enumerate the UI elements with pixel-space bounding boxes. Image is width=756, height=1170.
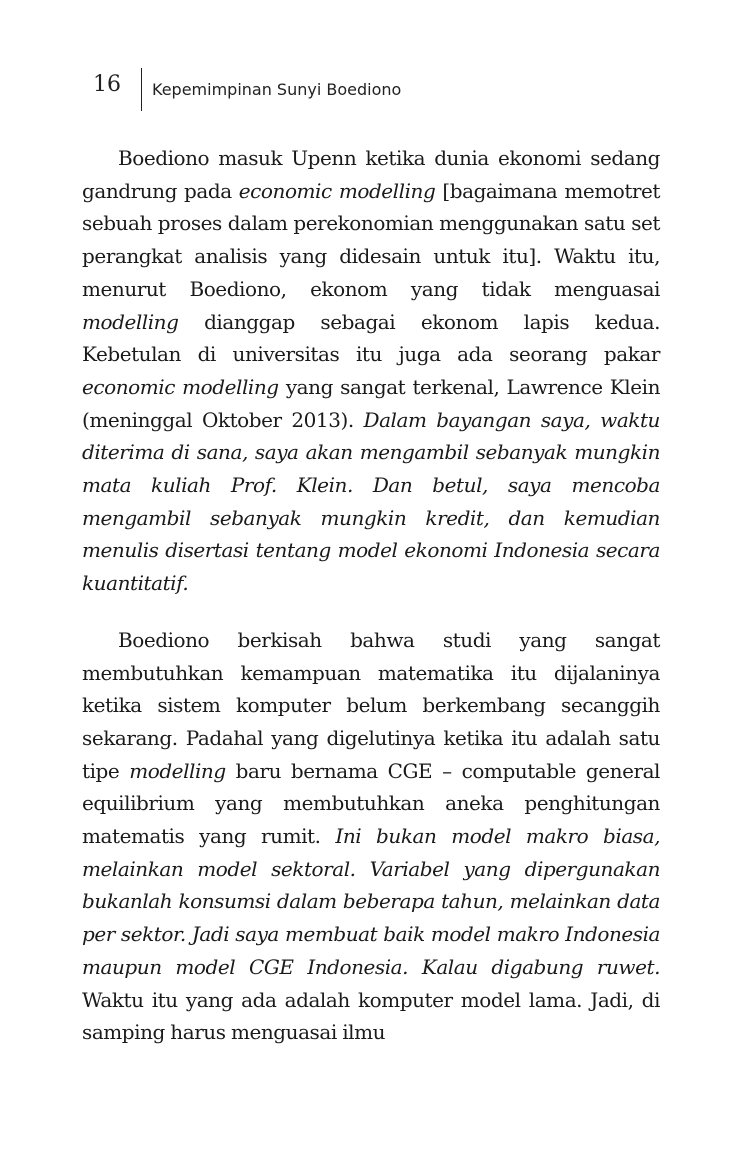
text-run: dianggap sebagai ekonom lapis kedua. Kebetulan di universitas itu juga ada seorang pakar: [82, 309, 660, 367]
body-text: [82, 142, 660, 1049]
running-title: Kepemimpinan Sunyi Boediono: [152, 80, 402, 99]
text-run-italic: Ini bukan model makro biasa, melainkan model sektoral. Variabel yang dipergunakan bukanlah konsumsi dalam beberapa tahun, melainkan data per sektor. Jadi saya membuat baik model makro Indonesia maupun model CGE Indonesia. Kalau digabung ruwet.: [82, 824, 661, 979]
text-run-italic: modelling: [82, 309, 179, 334]
text-run-italic: economic modelling: [238, 178, 436, 203]
paragraph-1: [82, 142, 660, 600]
text-run-italic: economic modelling: [82, 374, 279, 399]
text-run: yang sangat terkenal, Lawrence Klein (meninggal Oktober 2013).: [82, 374, 660, 432]
text-run: Waktu itu yang ada adalah komputer model lama. Jadi, di samping harus menguasai ilmu: [82, 987, 660, 1045]
page-number: 16: [93, 72, 121, 97]
header-divider: [141, 68, 142, 111]
page-header: [0, 0, 756, 120]
text-run-italic: Dalam bayangan saya, waktu diterima di sana, saya akan mengambil sebanyak mungkin mata kuliah Prof. Klein. Dan betul, saya mencoba mengambil sebanyak mungkin kredit, dan kemudian menulis disertasi tentang model ekonomi Indonesia secara kuantitatif.: [82, 407, 660, 596]
paragraph-2: [82, 624, 660, 1049]
text-run: baru bernama CGE – computable general equilibrium yang membutuhkan aneka penghitungan matematis yang rumit.: [82, 758, 660, 849]
text-run-italic: modelling: [129, 758, 226, 783]
text-run: Boediono berkisah bahwa studi yang sangat membutuhkan kemampuan matematika itu dijalaninya ketika sistem komputer belum berkembang secanggih sekarang. Padahal yang digelutinya ketika itu adalah satu tipe: [82, 627, 660, 783]
text-run: Boediono masuk Upenn ketika dunia ekonomi sedang gandrung pada: [82, 146, 660, 203]
text-run: [bagaimana memotret sebuah proses dalam perekonomian menggunakan satu set perangkat analisis yang didesain untuk itu]. Waktu itu, menurut Boediono, ekonom yang tidak menguasai: [82, 178, 661, 301]
